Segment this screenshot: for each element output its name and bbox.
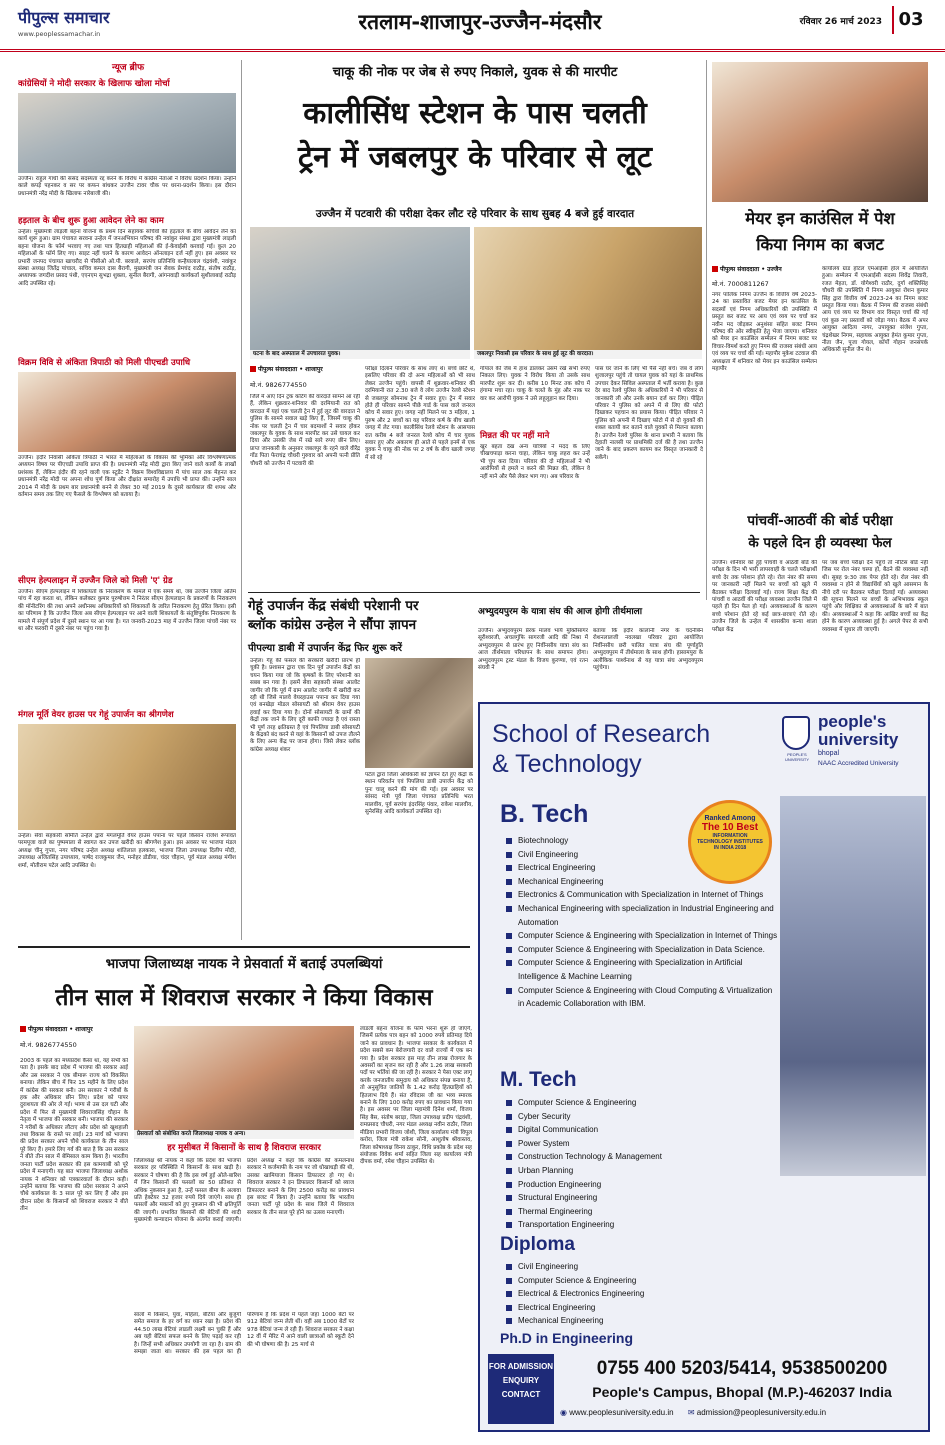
mayor-headline-1: मेयर इन काउंसिल में पेश bbox=[745, 209, 895, 228]
issue-date: रविवार 26 मार्च 2023 bbox=[799, 17, 882, 27]
bjp-subhead: हर मुसीबत में किसानों के साथ है शिवराज सरकार bbox=[167, 1143, 321, 1153]
page-number: 03 bbox=[892, 6, 928, 34]
wheat-memorandum-photo bbox=[365, 658, 473, 768]
brief-4-body: उज्जैन। सीएम हेल्पलाइन में शिकायतों के निराकरण के मामले में एक समय था, जब उज्जैन जिला अंतिम पांच में रहा करता था, लेकिन कलेक्टर कुमार पुरुषोत्तम ने निरंतर सीएम हेल्पलाइन के प्रकरणों के निराकरण की मॉनीटरिंग की तथा अपने अधीनस्थ अधिकारियों को शिकायतों के त्वरित निराकरण हेतु प्रेरित किया। इसी का परिणाम है कि उज्जैन जिला अब सीएम हेल्पलाइन पर आने वाली शिकायतों के संतुष्टिपूर्वक निराकरण के मामले में संपूर्ण प्रदेश में दूसरे स्थान पर आ गया है। गत जनवरी-2023 माह में उज्जैन जिला पांचवें नंबर पर था और फरवरी में दूसरे नंबर पर पहुंच गया है। bbox=[18, 589, 236, 633]
edition-title: रतलाम-शाजापुर-उज्जैन-मंदसौर bbox=[358, 10, 602, 34]
brief-5-body: उन्हेल। सेवा सहकारी समिति उन्हेल द्वारा मंगलमूर्ति वेयर हाउस पपाना पर पहले किसान राजेश रूपावत परमपूजा वाले का पुष्पमाला से स्वागत कर उपज खरीदी का श्रीगणेश हुआ। इस अवसर पर भाजपा मंडल अध्यक्ष चीनू गुप्ता, नगर परिषद उन्हेल अध्यक्ष शांतिलाल हलकारा, भाजपा जिला उपाध्यक्ष दिलीप मोदी, उपाध्यक्ष अजितसिंह उपाध्याय, पार्षद राजकुमार जैन, मनोहर डोडीया, चंदर चौहान, पूर्व मंडल अध्यक्ष मंगीश शर्मा, मोतीराम पटेल आदि उपस्थित थे। bbox=[18, 833, 236, 869]
mtech-title: M. Tech bbox=[500, 1068, 577, 1091]
bjp-col-3: सालों में किसान, युवा, महिला, बेटियां और बुजुर्गों समेत समाज के हर वर्ग का ध्यान रखा है। प्रदेश की 44.50 लाख बेटियां लाडली लक्ष्मी बन चुकी हैं और अब यही बेटियां सफल बनने के लिए पढ़ाई कर रही है। जिन्हें सभी अधिकार उपयोगी जा रहा है। ग्राम की समझा जाता था। सरकार की इस पहल का ही परिणाम है कि प्रदेश में पहले जहां 1000 बेटों पर 912 बेटियां जन्म लेती थीं। वहीं अब 1000 बेटों पर 978 बेटियां जन्म ले रही हैं। शिवराज सरकार ने कक्षा 12 वीं में मेरिट में आने वाली छात्राओं को स्कूटी देने की भी घोषणा की है। 25 मार्च से bbox=[134, 1312, 354, 1356]
yatra-headline: अभ्युदयपुरम के यात्रा संघ की आज होगी तीर्थमाला bbox=[478, 607, 643, 617]
byline-marker-icon bbox=[20, 1026, 26, 1032]
mayor-byline: पीपुल्स संवाददाता • उज्जैन bbox=[712, 266, 820, 274]
btech-course-item: Civil Engineering bbox=[504, 848, 780, 862]
mayor-phone: मो.नं. 7000811267 bbox=[712, 280, 769, 288]
btech-course-item: Mechanical Engineering bbox=[504, 875, 780, 889]
board-exam-col-1: उज्जैन। शनिवार को हुई पांचवीं व आठवीं बोर्ड की परीक्षा के दिन भी भारी लापरवाही के चलते परीक्षार्थी बच्चे देर तक परेशान होते रहे। रोल नंबर की समय पर जानकारी नहीं मिलने पर बच्चों को खुले में बैठाकर परीक्षा दिलवाई गई। राज्य शिक्षा केंद्र की पांचवीं व आठवीं की परीक्षा व्यवस्था उज्जैन जिले में पहले ही दिन फेल हो गई। अव्यवस्थाओं के कारण बच्चे परेशान होते रहे कई छात्र-छात्राएं रोते रहे। उज्जैन जिले के उन्हेल में शासकीय कन्या शाला परीक्षा केंद्र bbox=[712, 560, 817, 633]
main-story-photo-hospital bbox=[250, 227, 470, 359]
btech-course-item: Mechanical Engineering with specialization in Industrial Engineering and Automation bbox=[504, 902, 780, 929]
diploma-course-item: Electrical Engineering bbox=[504, 1301, 780, 1315]
ad-title-2: & Technology bbox=[492, 750, 642, 778]
main-story-byline: पीपुल्स संवाददाता • शाजापुर bbox=[250, 366, 360, 374]
main-story-col-3-subhead: मिन्नत की पर नहीं माने bbox=[480, 431, 550, 441]
mtech-course-item: Urban Planning bbox=[504, 1164, 780, 1178]
diploma-course-list bbox=[504, 1260, 780, 1328]
mtech-course-item: Transportation Engineering bbox=[504, 1218, 780, 1232]
diploma-course-item: Computer Science & Engineering bbox=[504, 1274, 780, 1288]
main-story-col-1: जिले में आए दिन ट्रक कटिंग की वारदातें सामने आ रही हैं, लेकिन शुक्रवार-शनिवार की दरमियानी रात को वारदात में यहां एक चलती ट्रेन में हुई लूट की वारदात ने पुलिस के सामने सवाल खड़े किए हैं, जिसमें चाकू की नोक पर चलती ट्रेन में चार बदमाशों ने सवार होकर जबलपुर के युवक के साथ मारपीट कर उसे घायल कर दिया और उसकी जेब में रखे सारे रुपए छीन लिए। प्राप्त जानकारी के अनुसार जबलपुर के रहने वाले वीरेंद्र गोंड पिता फेराचंद्र चौधरी गुरुवार को अपनी पत्नी प्रीति चौधरी को उज्जैन में पटवारी की bbox=[250, 394, 360, 467]
bjp-photo-caption: प्रेसवार्ता को संबोधित करते जिलाध्यक्ष नायक व अन्य। bbox=[134, 1130, 354, 1139]
mtech-course-item: Structural Engineering bbox=[504, 1191, 780, 1205]
badge-line-4: IN INDIA 2018 bbox=[713, 845, 747, 851]
contact-footer bbox=[560, 1408, 924, 1424]
main-story-photo-1-caption: घटना के बाद अस्पताल में उपचाररत युवक। bbox=[250, 350, 470, 359]
paper-name: पीपुल्स समाचार bbox=[18, 8, 110, 27]
mayor-headline-2: किया निगम का बजट bbox=[756, 235, 884, 254]
campus-address: People's Campus, Bhopal (M.P.)-462037 India bbox=[592, 1384, 892, 1400]
university-website[interactable]: www.peoplesuniversity.edu.in bbox=[569, 1408, 674, 1417]
btech-course-list bbox=[504, 834, 780, 1011]
bjp-press-conference-photo bbox=[134, 1026, 354, 1138]
wheat-subhead: पीपल्या डाबी में उपार्जन केंद्र फिर शुरू करें bbox=[248, 643, 402, 654]
btech-title: B. Tech bbox=[500, 800, 589, 828]
board-exam-headline-1: पांचवीं-आठवीं की बोर्ड परीक्षा bbox=[747, 513, 893, 529]
mtech-course-list bbox=[504, 1096, 780, 1232]
wheat-headline-1: गेहूं उपार्जन केंद्र संबंधी परेशानी पर bbox=[248, 598, 419, 614]
mtech-course-item: Computer Science & Engineering bbox=[504, 1096, 780, 1110]
logo-name-2: university bbox=[818, 730, 899, 749]
diploma-course-item: Mechanical Engineering bbox=[504, 1314, 780, 1328]
brief-1-head: कांग्रेसियों ने मोदी सरकार के खिलाफ खोला मोर्चा bbox=[18, 79, 170, 89]
column-divider bbox=[241, 60, 242, 940]
brief-2-body: उन्हेल। मुख्यमंत्री लाड़ली बहना योजना के प्रथम दिन सहायक सचिवों की हड़ताल के बीच आवेदन लेने का कार्य शुरू हुआ। ग्राम पंचायत सरवना उन्हेल में जनअभियान परिषद की नवांकुर संस्था द्वारा मुख्यमंत्री लाड़ली बहना योजना के फॉर्म भरवाए गए तथा पात्र हितग्राही महिलाओं की ई-केवाईसी करवाई गई। कुल 20 महिलाओं के फॉर्म लिए गए। साइट नहीं चलने के कारण आवेदन ऑनलाइन दर्ज नहीं हुए। इस अवसर पर प्रभारी जनपद पंचायत खाचरौद से पीसीओ ओ.पी. बरवाले, सरपंच प्रतिनिधि कन्हैयालाल चंद्रवंशी, नवांकुर संस्था अध्यक्ष जितेंद्र पांचाल, सचिव कमल दास बैरागी, मुख्यमंत्री जन सेवक प्रेमचंद राठौड़, संतोष राठौड़, अध्यापक जगदीश प्रसाद पंथी, एएनएम सुभद्रा शुक्ला, सुनील बैरागी, आंगनवाड़ी कार्यकर्ता सुशीलाबाई राठौड़ आदि उपस्थित रहे। bbox=[18, 229, 236, 287]
byline-marker-icon bbox=[712, 266, 718, 272]
yatra-col-2: बताया कि इंदौर कालानी नगर के चंदनीबेन रोशनलालजी नवलखा परिवार द्वारा आयोजित निर्वीनसीय छरी पालित यात्रा संघ की पूर्णाहुति अभ्युदयपुरम में तीर्थमाला के साथ होगी। हासामपुरा के अलौकिक पार्श्वनाथ से यह यात्रा संघ अभ्युदयपुरम पहुंचेगा। bbox=[593, 628, 703, 672]
email-icon: ✉ bbox=[687, 1408, 695, 1417]
wheat-col-2: पटेल द्वारा जिला अधिकारी को ज्ञापन देते हुए केंद्रों के स्थान परिवर्तन एवं पिपलिया डाबी उपार्जन केंद्र को पुनः चालू करने की मांग की गई। इस अवसर पर सांसद मंत्री पूर्व जिला पंचायत प्रतिनिधि भरत मालवीय, पूर्व सरपंच इंदरसिंह पंवार, राकेश मालवीय, सुनेरसिंह आदि कार्यकर्ता उपस्थित रहे। bbox=[365, 772, 473, 816]
brief-1-body: उज्जैन। राहुल गांधी की संसद सदस्यता रद्द करने के विरोध में कांग्रेस नेताओं ने विरोध प्रदर्शन किया। उन्होंने काले कपड़े पहनकर व सर पर कफन बांधकर उज्जैन टावर चौक पर धरना-प्रदर्शन किया। इस दौरान प्रधानमंत्री नरेंद्र मोदी के खिलाफ नारेबाजी की। bbox=[18, 176, 236, 197]
logo-accreditation: NAAC Accredited University bbox=[818, 760, 899, 767]
main-story-col-4: पास घर जाने के लिए भी पैसे नहीं बचे। जब वे लोग शुजालपुर पहुंचे तो घायल युवक को यहां के प्राथमिक उपचार देकर सिविल अस्पताल में भर्ती कराया है। कुछ देर बाद रेलवे पुलिस के अधिकारियों ने भी परिवार से जानकारी ली और उनके बयान दर्ज कर लिए। पीड़ित परिवार ने पुलिस को अपने में से लिए की फोटो दिखाकर पहचान का प्रयास किया। पीड़ित परिवार ने पुलिस को अपनी में दिखाए फोटो में से दो युवकों की शक्ल बतायी कर बताने वाले युवकों से मिलना बताया है। उज्जैन रेलवे पुलिस के थाना प्रभारी ने बताया कि देहाती नालसी पर प्राथमिकी दर्ज की है तथा उज्जैन जाने के बाद प्रकरण कायम कर विस्तृत जानकारी दे सकेंगे। bbox=[595, 366, 703, 461]
main-story-headline-2: ट्रेन में जबलपुर के परिवार से लूट bbox=[298, 140, 652, 175]
section-rule bbox=[248, 592, 700, 593]
news-brief-tag: न्यूज ब्रीफ bbox=[111, 63, 145, 73]
logo-city: bhopal bbox=[818, 750, 840, 757]
mtech-course-item: Cyber Security bbox=[504, 1110, 780, 1124]
btech-course-item: Biotechnology bbox=[504, 834, 780, 848]
mayor-council-photo bbox=[712, 62, 928, 202]
brief-5-photo bbox=[18, 724, 236, 830]
university-advertisement[interactable] bbox=[478, 702, 930, 1432]
section-rule bbox=[18, 946, 470, 948]
paper-logo bbox=[18, 6, 188, 36]
paper-website[interactable]: www.peoplessamachar.in bbox=[18, 30, 101, 38]
board-exam-col-2: पर जब बच्चे परीक्षा देने पहुंचे तो नोटिस बोर्ड नहीं जिस पर रोल नंबर चस्पा हो, बैठने की व्यवस्था नहीं थी। सुबह 9:30 तक पेपर होते रहे। रोल नंबर की व्यवस्था न होने से विद्यार्थियों को खुले आसमान के नीचे दरी पर बैठाकर परीक्षा दिलाई गई। अव्यवस्था की सूचना मिलने पर बच्चों के अभिभावक स्कूल पहुंचे और शिक्षिका से अव्यवस्थाओं के बारे में बात की। अव्यवस्थाओं ने कहा कि आखिर बच्चों का केंद्र होने के कारण अव्यवस्था हुई है। अगले पेपर से सभी व्यवस्था में सुधार ली जाएगी। bbox=[822, 560, 928, 633]
admission-enquiry-box bbox=[488, 1354, 554, 1424]
news-brief-column bbox=[18, 60, 236, 940]
wheat-headline-2: ब्लॉक कांग्रेस उन्हेल ने सौंपा ज्ञापन bbox=[248, 617, 417, 633]
ad-title-1: School of Research bbox=[492, 720, 711, 748]
mayor-col-2: कार्यालय ग्रांड होटल एमआईसी हॉल में आयोजित हुआ। सम्मेलन में एमआईसी सदस्य शिवेंद्र तिवारी, रजत मेहता, डॉ. योगेश्वरी राठौर, दुर्गा शक्तिसिंह चौधरी की उपस्थिति में निगम आयुक्त रोशन कुमार सिंह द्वारा वित्तीय वर्ष 2023-24 का निगम बजट प्रस्तुत किया गया। बैठक में निगम की राजस्व संबंधी आय एवं व्यय पर विभाग वार विस्तृत चर्चा की गई एवं कुछ नए प्रस्तावों को जोड़ा गया। बैठक में अपर आयुक्त आदित्य नागर, उपायुक्त संजेश गुप्ता, चंद्रशेखर निगम, सहायक आयुक्त हेमंत कुमार गुप्ता, नीता जैन, पूजा गोयल, कॉर्पो गोहान जनसंपर्क अधिकारी सुनील जैन थे। bbox=[822, 266, 928, 354]
btech-course-item: Electrical Engineering bbox=[504, 861, 780, 875]
yatra-col-1: उज्जैन। अभ्युदयपुरम प्रेरक मालव भार्य मुक्तिसागर सूरीश्वरजी, अचलगुंफि सागरजी आदि की निश्रा में अभ्युदयपुरम से प्रारंभ हुए निर्वीनसीय यात्रा संघ का आज तीर्थमाला परिधापन के साथ समापन होगा। अभ्युदयपुरम ट्रस्ट मंडल के विजय कुरण्या, एवं रतन संघवी ने bbox=[478, 628, 588, 672]
main-story-photo-family bbox=[474, 227, 702, 359]
diploma-course-item: Electrical & Electronics Engineering bbox=[504, 1287, 780, 1301]
brief-3-head: विक्रम विवि से अंकिता त्रिपाठी को मिली पीएचडी उपाधि bbox=[18, 358, 191, 368]
ad-hero-image bbox=[780, 796, 926, 1176]
crest-text: PEOPLE'S UNIVERSITY bbox=[784, 752, 809, 762]
mtech-course-item: Thermal Engineering bbox=[504, 1205, 780, 1219]
brief-4-head: सीएम हेल्पलाइन में उज्जैन जिले को मिली 'ए' ग्रेड bbox=[18, 576, 173, 586]
masthead bbox=[0, 0, 945, 52]
bjp-phone: मो.नं. 9826774550 bbox=[20, 1041, 77, 1049]
brief-3-body: उज्जैन। इंदौर निवासी अंकिता त्रिपाठी ने भारत में महिलाओं के विकास की भूमिका और विश्लेषणात्मक अध्ययन विषय पर पीएचडी उपाधि प्राप्त की है। प्रधानमंत्री नरेंद्र मोदी द्वारा किए जाने वाले कार्यों के लाखों प्रशंसक हैं, लेकिन इंदौर की रहने वाली एक स्टूडेंट ने विक्रम विश्वविद्यालय में पांच साल तक मेहनत कर प्रधानमंत्री नरेंद्र मोदी पर अपना शोध पूर्ण किया और दीक्षांत समारोह में उपाधि भी प्राप्त की। उन्होंने साल 2014 में मोदी के प्रथम बार प्रधानमंत्री बनने से लेकर 30 मई 2019 के दूसरे कार्यकाल की शपथ और वर्तमान समय तक लिए गए फैसले के विश्लेषण को बताया है। bbox=[18, 455, 236, 499]
main-story-headline-1: कालीसिंध स्टेशन के पास चलती bbox=[303, 96, 647, 131]
diploma-title: Diploma bbox=[500, 1234, 575, 1255]
btech-course-item: Computer Science & Engineering with Specialization in Artificial Intelligence & Machine Learning bbox=[504, 956, 780, 983]
admission-phone[interactable]: 0755 400 5203/5414, 9538500200 bbox=[596, 1358, 888, 1379]
badge-line-1: Ranked Among bbox=[704, 815, 756, 822]
brief-1-photo bbox=[18, 93, 236, 173]
enquiry-label: FOR ADMISSION ENQUIRY CONTACT bbox=[488, 1362, 554, 1399]
bjp-col-1: 2003 के पहले का मध्यप्रदेश कैसा था, यह सभी को पता है। इसके बाद प्रदेश में भाजपा की सरकार आई और उस सरकार ने एक बीमारू राज्य को विकसित बनाया। लेकिन बीच में फिर 15 महीने के लिए प्रदेश में कांग्रेस की सरकार बनी। उस सरकार ने गरीबों के हक और अधिकार छीन लिए। प्रदेश को पापर दुराशयता की ओर ले गई। भाग्य से उस दल घटी और प्रदेश में फिर से मुख्यमंत्री शिवराजसिंह चौहान के नेतृत्व में भाजपा की सरकार बनी। भाजपा की सरकार ने गरीबों के अधिकार लौटाए और प्रदेश को खुशहाली तथा विकास के रास्ते पर लाई। 23 मार्च को भाजपा की प्रदेश सरकार अपने चौथे कार्यकाल के तीन साल पूरे किए हैं। हमारे लिए गर्व की बात है कि उस सरकार ने बीते तीन साल में बेमिसाल काम किया है। भारतीय जनता पार्टी प्रदेश सरकार की इस कामयाबी को पूरे प्रदेश में मनाएगी। यह बात भाजपा जिलाध्यक्ष अशोक नायक ने शनिवार को पत्रकारवार्ता के दौरान कही। उन्होंने बताया कि भाजपा की प्रदेश सरकार ने अपने चौथे कार्यकाल के 3 साल पूरे कर लिए हैं और इस दौरान प्रदेश के किसानों को शिवराज सरकार ने बीते तीन bbox=[20, 1058, 128, 1213]
diploma-course-item: Civil Engineering bbox=[504, 1260, 780, 1274]
main-story-col-3b: खुर बहता देख अन्य यात्रियों ने मदद के लिए चीखचपाड़ा करना चाहा, लेकिन चाकू लहरा कर उन्हें भी चुप करा दिया। परिवार की दो महिलाओं ने भी आरोपियों से हमले न करने की मिन्नत की, लेकिन वे नहीं माने और पैसे लेकर भाग गए। अब परिवार के bbox=[480, 444, 590, 480]
main-story-subhead: उज्जैन में पटवारी की परीक्षा देकर लौट रहे परिवार के साथ सुबह 4 बजे हुई वारदात bbox=[315, 208, 635, 220]
bjp-kicker: भाजपा जिलाध्यक्ष नायक ने प्रेसवार्ता में बताई उपलब्धियां bbox=[105, 956, 383, 972]
bjp-headline: तीन साल में शिवराज सरकार ने किया विकास bbox=[55, 985, 433, 1011]
globe-icon: ◉ bbox=[560, 1408, 567, 1417]
mtech-course-item: Power System bbox=[504, 1137, 780, 1151]
university-logo bbox=[780, 712, 925, 790]
bjp-byline: पीपुल्स संवाददाता • शाजापुर bbox=[20, 1026, 132, 1034]
bjp-col-4: लाडली बहना योजना के फॉर्म भरना शुरू हो जाएंगे, जिसमें प्रत्येक पात्र बहन को 1000 रुपये प्रतिमाह दिये जाने का प्रावधान है। भाजपा सरकार के कार्यकाल में प्रदेश सबसे कम बेरोजगारी दर वाले राज्यों में एक बन गया है। प्रदेश सरकार इस माह तीन लाख रोजगार के अवसरों का सृजन कर रही है और 1.26 लाख सरकारी पदों पर भर्तियां की जा रही है। सरकार ने पेसा एक्ट लागू करके जनजातीय समुदाय को अधिकार संपन्न बनाया है, तो अनुसूचित जातियों के 1.42 करोड़ हितग्राहियों को हितलाभ दिये हैं। संत रविदास जी का भव्य स्मारक बनाने के लिए 100 करोड़ रुपए का प्रावधान किया गया है। इस अवसर पर जिला महामंत्री दिनेश शर्मा, विजय सिंह बैस, संतोष बराड़ा, जिला उपाध्यक्ष प्रदीप चंद्रवंशी, रामप्रसाद चौधरी, नगर मंडल अध्यक्ष नवीन राठौर, जिला मीडिया प्रभारी विजय जोशी, जिला कार्यालय मंत्री विपुल करोरा, जिला मंत्री राकेश सोनी, आशुतोष श्रीवास्तव, जिला कोषाध्यक्ष विनय ठाकुर, विधि प्रकोष्ठ के प्रदेश सह संयोजक विवेक शर्मा सहित जिला सह कार्यालय मंत्री दीपक वर्मा, रमेश चौहान उपस्थित थे। bbox=[360, 1026, 472, 1166]
mayor-col-1: नगर पालिक निगम उज्जैन के वित्तीय वर्ष 2023-24 का प्रस्तावित बजट मेयर इन काउंसिल के सदस्यों एवं निगम अधिकारियों की उपस्थिति में प्रस्तुत कर बजट पर आय एवं व्यय पर चर्चा कर नवीन मद जोड़कर अनुशंसा सहित बजट निगम परिषद की ओर स्वीकृति हेतु भेजा जाएगा। शनिवार को मेयर इन काउंसिल सम्मेलन में निगम बजट पर विचार-विमर्श करते हुए निगम की राजस्व संबंधी आय एवं व्यय पर चर्चा की गई। महापौर मुकेश टटवाल की अध्यक्षता में शनिवार को मेयर इन काउंसिल सम्मेलन महापौर bbox=[712, 292, 817, 373]
column-divider bbox=[706, 60, 707, 600]
main-story-col-3: गोपाल की जेब में हाथ डालकर उसमें रखे सभी रुपए निकाल लिए। युवक ने विरोध किया तो उसके साथ मारपीट शुरू कर दी। करीब 10 मिनट तक कोच में हंगामा मचा रहा। चाकू के चलते के मुंह और नाक पर वार कर आरोपी युवक ने उसे लहूलुहान कर दिया। bbox=[480, 366, 590, 402]
main-story-kicker: चाकू की नोक पर जेब से रुपए निकाले, युवक से की मारपीट bbox=[332, 65, 618, 80]
phd-title: Ph.D in Engineering bbox=[500, 1330, 634, 1346]
btech-course-item: Electronics & Communication with Specialization in Internet of Things bbox=[504, 888, 780, 902]
logo-name-1: people's bbox=[818, 712, 887, 731]
bjp-col-2: जिलाध्यक्ष श्री नायक ने कहा कि प्रदेश की भाजपा सरकार हर परिस्थिति में किसानों के साथ खड़ी है। सरकार ने घोषणा की है कि इस वर्ष हुई ओले-बारिश में जिन किसानों की फसलों का 50 प्रतिशत से अधिक नुकसान हुआ है, उन्हें फसल बीमा के अलावा प्रति हेक्टेयर 32 हजार रुपये दिये जाएंगे। साथ ही फसलों और मकानों को हुए नुकसान की भी क्षतिपूर्ति की जाएगी। प्रभावित किसानों की बेटियों की शादी मुख्यमंत्री कन्यादान योजना के अंतर्गत कराई जाएगी। प्रदेश अध्यक्ष ने कहा कि कांग्रेस की कमलनाथ सरकार ने कर्जमाफी के नाम पर जो धोखाधड़ी की थी, उसका खामियाजा किसान डिफाल्टर हो गए थे। शिवराज सरकार ने इन डिफाल्टर किसानों को ब्याज डिफाल्टर बनाने के लिए 2500 करोड़ का प्रावधान इस बजट में किया है। उन्होंने बताया कि भारतीय जनता पार्टी पूरे प्रदेश के साथ जिले में शिवराज सरकार के तीन साल पूरे होने का उत्सव मनाएगी। bbox=[134, 1158, 354, 1224]
btech-course-item: Computer Science & Engineering with Specialization in Data Science. bbox=[504, 943, 780, 957]
badge-line-3: INFORMATION TECHNOLOGY INSTITUTES bbox=[697, 833, 763, 845]
board-exam-headline-2: के पहले दिन ही व्यवस्था फेल bbox=[748, 535, 892, 551]
wheat-col-1: उन्हेल। गेहूं की फसल की सरकारी खरीदी प्रारंभ हो चुकी है। प्रशासन द्वारा एक दिन पूर्व उपार्जन केंद्रों का चयन किया गया जो कि कृषकों के लिए परेशानी का सबब बन गया है। इसमें सेवा सहकारी संस्था आलोट जागीर जो कि पूर्व में ग्राम आलोट जागीर में खरीदी कर रही थी जिसे मालवे वेयरहाउस पपाना कर दिया गया एवं बनखेड़ा मोडल सोसायटी को श्रीराम वेयर हाउस हवाई कर दिया गया है। दोनों सोसायटी के ग्रामों की केंद्रों तक जाने के लिए दूरी काफी ज्यादा है एवं रास्ता भी पूर्ण तरह क्षतिग्रस्त है एवं पिपलिया डाबी सोसायटी के केंद्रको बंद करने से यहां के किसानों को उपज तौलने के लिए अन्य केंद्र पर जाना होगा। जिसे लेकर ब्लॉक कांग्रेस अध्यक्ष शंकर bbox=[250, 658, 360, 753]
brief-3-photo bbox=[18, 372, 236, 452]
main-story-photo-2-caption: जबलपुर निवासी इस परिवार के साथ हुई लूट की वारदात। bbox=[474, 350, 702, 359]
mtech-course-item: Construction Technology & Management bbox=[504, 1150, 780, 1164]
crest-icon bbox=[782, 716, 810, 750]
btech-course-item: Computer Science & Engineering with Cloud Computing & Virtualization in Academic Collaboration with IBM. bbox=[504, 984, 780, 1011]
badge-line-2: The 10 Best bbox=[701, 822, 759, 833]
main-story-phone: मो.नं. 9826774550 bbox=[250, 381, 307, 389]
mtech-course-item: Production Engineering bbox=[504, 1178, 780, 1192]
brief-2-head: हड़ताल के बीच शुरू हुआ आवेदन लेने का काम bbox=[18, 216, 164, 226]
btech-course-item: Computer Science & Engineering with Specialization in Internet of Things bbox=[504, 929, 780, 943]
main-story-col-2: परीक्षा दिलाने परिवार के साथ लाए थे। बच्चे छोटे थे, इसलिए परिवार की दो अन्य महिलाओं को भी साथ लेकर उज्जैन पहुंचे। वापसी में शुक्रवार-शनिवार की दरमियानी रात 2.30 बजे वे लोग उज्जैन रेलवे स्टेशन से जबलपुर सोमनाथ ट्रेन में सवार हुए। ट्रेन में सवार होते ही परिवार सामने पीछे गार्ड के पास वाले जनरल कोच में सवार हुए। जगह नहीं मिलने पर 3 महिला, 1 पुरुष और 2 बच्चों का यह परिवार कर्ष के बीच खाली जगह में लेट गया। कालीसिंध रेलवे स्टेशन के आसपास रात करीब 4 बजे जनरल रेलवे कोच में चार युवक सवार हुए और अकारण ही आते से पहले इनमें से एक युवक ने चाकू की नोक पर 2 वर्ष के बीच खाली जगह में सो रहे bbox=[365, 366, 475, 461]
brief-5-head: मंगल मूर्ति वेयर हाउस पर गेहूं उपार्जन का श्रीगणेश bbox=[18, 710, 174, 720]
byline-marker-icon bbox=[250, 366, 256, 372]
mtech-course-item: Digital Communication bbox=[504, 1123, 780, 1137]
admission-email[interactable]: admission@peoplesuniversity.edu.in bbox=[696, 1408, 827, 1417]
